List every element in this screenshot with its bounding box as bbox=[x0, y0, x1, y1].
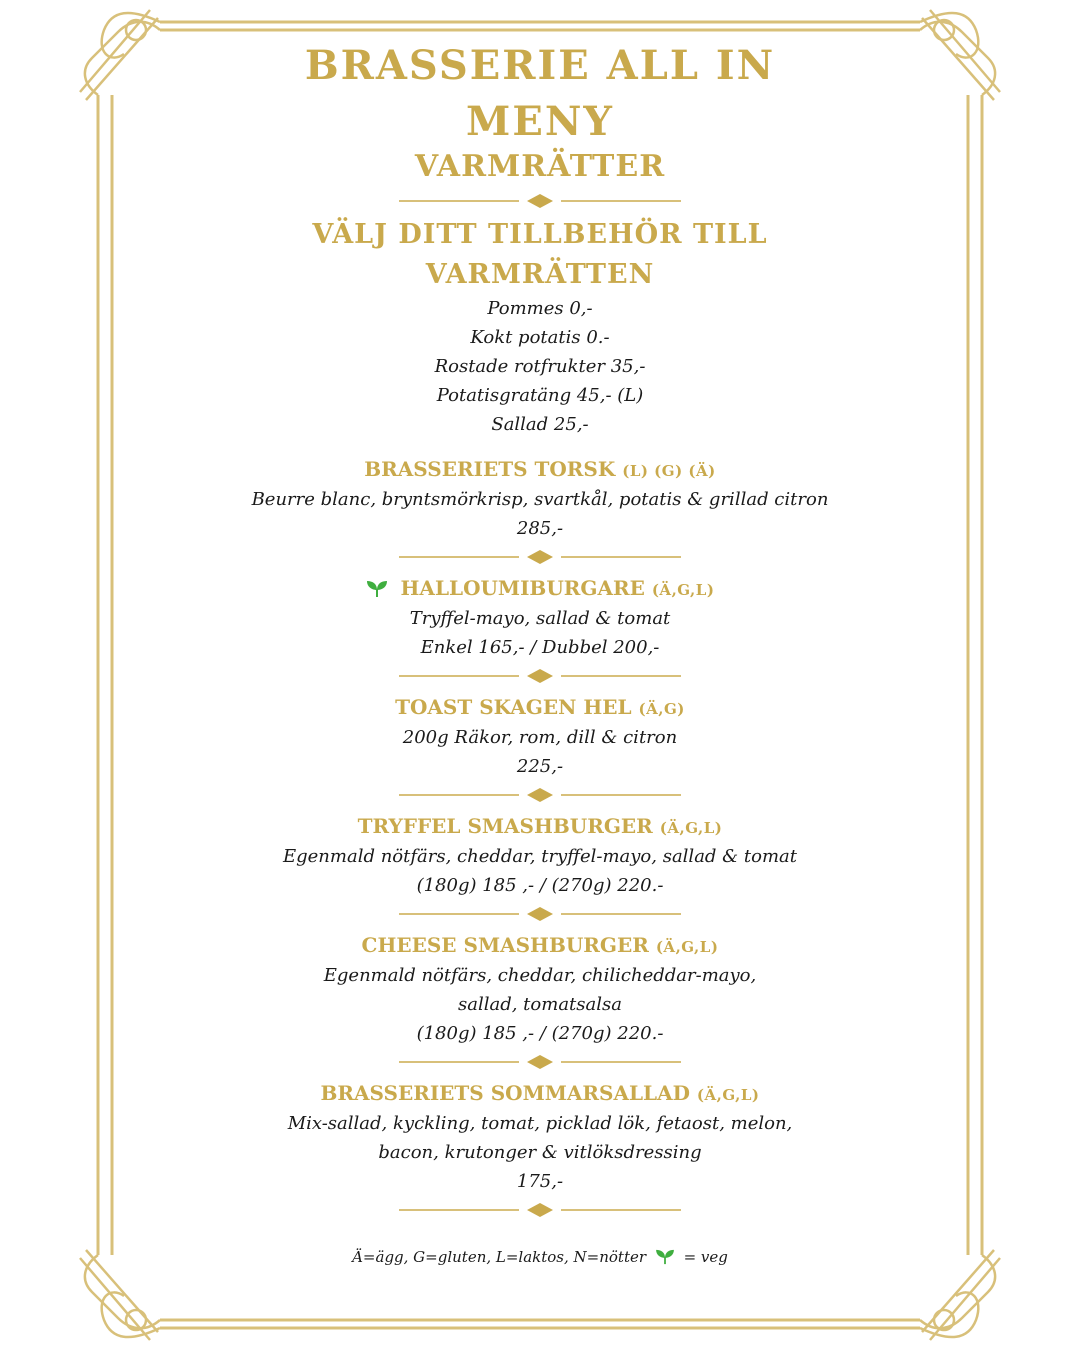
divider bbox=[150, 663, 930, 689]
dish-torsk bbox=[150, 455, 930, 543]
dish-allergens: (L) (G) (Ä) bbox=[622, 462, 716, 480]
divider bbox=[150, 1049, 930, 1075]
dish-description: Beurre blanc, bryntsmörkrisp, svartkål, potatis & grillad citron bbox=[251, 489, 829, 510]
dish-description: Egenmald nötfärs, cheddar, tryffel-mayo, sallad & tomat bbox=[282, 846, 798, 867]
diamond-ornament-icon bbox=[527, 194, 553, 208]
dish-description: 200g Räkor, rom, dill & citron bbox=[402, 727, 678, 748]
dish-description: Egenmald nötfärs, cheddar, chilicheddar-mayo, bbox=[323, 965, 757, 986]
diamond-ornament-icon bbox=[527, 907, 553, 921]
divider bbox=[150, 544, 930, 570]
side-item: Pommes 0,- bbox=[487, 298, 593, 319]
side-item: Rostade rotfrukter 35,- bbox=[434, 356, 646, 377]
dish-description-line2: sallad, tomatsalsa bbox=[458, 994, 622, 1015]
legend-text: Ä=ägg, G=gluten, L=laktos, N=nötter bbox=[352, 1248, 647, 1266]
diamond-ornament-icon bbox=[527, 550, 553, 564]
dish-name: TOAST SKAGEN HEL bbox=[395, 695, 632, 719]
corner-ornament-top-right bbox=[920, 10, 1000, 100]
dish-name: HALLOUMIBURGARE bbox=[400, 576, 645, 600]
dish-allergens: (Ä,G,L) bbox=[655, 938, 719, 956]
corner-ornament-bottom-right bbox=[920, 1250, 1000, 1340]
diamond-ornament-icon bbox=[527, 669, 553, 683]
leaf-icon bbox=[366, 580, 388, 598]
dish-description-line2: bacon, krutonger & vitlöksdressing bbox=[378, 1142, 702, 1163]
dish-cheese-smashburger bbox=[150, 931, 930, 1048]
side-item: Sallad 25,- bbox=[491, 414, 589, 435]
dish-description: Mix-sallad, kyckling, tomat, picklad lök, fetaost, melon, bbox=[287, 1113, 793, 1134]
corner-ornament-top-left bbox=[80, 10, 160, 100]
sides-list bbox=[150, 294, 930, 439]
restaurant-name: BRASSERIE ALL IN bbox=[304, 42, 776, 89]
corner-ornament-bottom-left bbox=[80, 1250, 160, 1340]
dish-price: 225,- bbox=[516, 756, 564, 777]
dish-price: 175,- bbox=[516, 1171, 564, 1192]
dish-sommarsallad bbox=[150, 1079, 930, 1196]
divider bbox=[150, 901, 930, 927]
dish-allergens: (Ä,G,L) bbox=[651, 581, 715, 599]
dish-toast-skagen bbox=[150, 693, 930, 781]
dish-price: Enkel 165,- / Dubbel 200,- bbox=[420, 637, 660, 658]
menu-content bbox=[150, 38, 930, 1224]
dish-allergens: (Ä,G,L) bbox=[659, 819, 723, 837]
dish-name: BRASSERIETS SOMMARSALLAD bbox=[320, 1081, 690, 1105]
diamond-ornament-icon bbox=[527, 1203, 553, 1217]
menu-title: MENY bbox=[466, 98, 614, 145]
dish-tryffel-smashburger bbox=[150, 812, 930, 900]
divider bbox=[150, 1197, 930, 1223]
dish-description: Tryffel-mayo, sallad & tomat bbox=[409, 608, 671, 629]
allergen-legend bbox=[150, 1248, 930, 1266]
legend-veg-label: = veg bbox=[683, 1248, 728, 1266]
leaf-icon bbox=[655, 1249, 675, 1265]
dish-price: (180g) 185 ,- / (270g) 220.- bbox=[416, 875, 664, 896]
diamond-ornament-icon bbox=[527, 788, 553, 802]
sides-heading-line2: VARMRÄTTEN bbox=[425, 259, 655, 290]
dish-halloumiburgare bbox=[150, 574, 930, 662]
diamond-ornament-icon bbox=[527, 1055, 553, 1069]
divider bbox=[150, 188, 930, 214]
divider bbox=[150, 782, 930, 808]
dish-name: CHEESE SMASHBURGER bbox=[361, 933, 649, 957]
side-item: Kokt potatis 0.- bbox=[470, 327, 610, 348]
menu-subtitle: VARMRÄTTER bbox=[414, 149, 666, 184]
dish-price: 285,- bbox=[516, 518, 564, 539]
dish-price: (180g) 185 ,- / (270g) 220.- bbox=[416, 1023, 664, 1044]
dish-allergens: (Ä,G,L) bbox=[696, 1086, 760, 1104]
sides-heading: VÄLJ DITT TILLBEHÖR TILL bbox=[312, 219, 768, 250]
side-item: Potatisgratäng 45,- (L) bbox=[436, 385, 644, 406]
dish-name: BRASSERIETS TORSK bbox=[364, 457, 616, 481]
dish-name: TRYFFEL SMASHBURGER bbox=[357, 814, 653, 838]
dish-allergens: (Ä,G) bbox=[638, 700, 685, 718]
